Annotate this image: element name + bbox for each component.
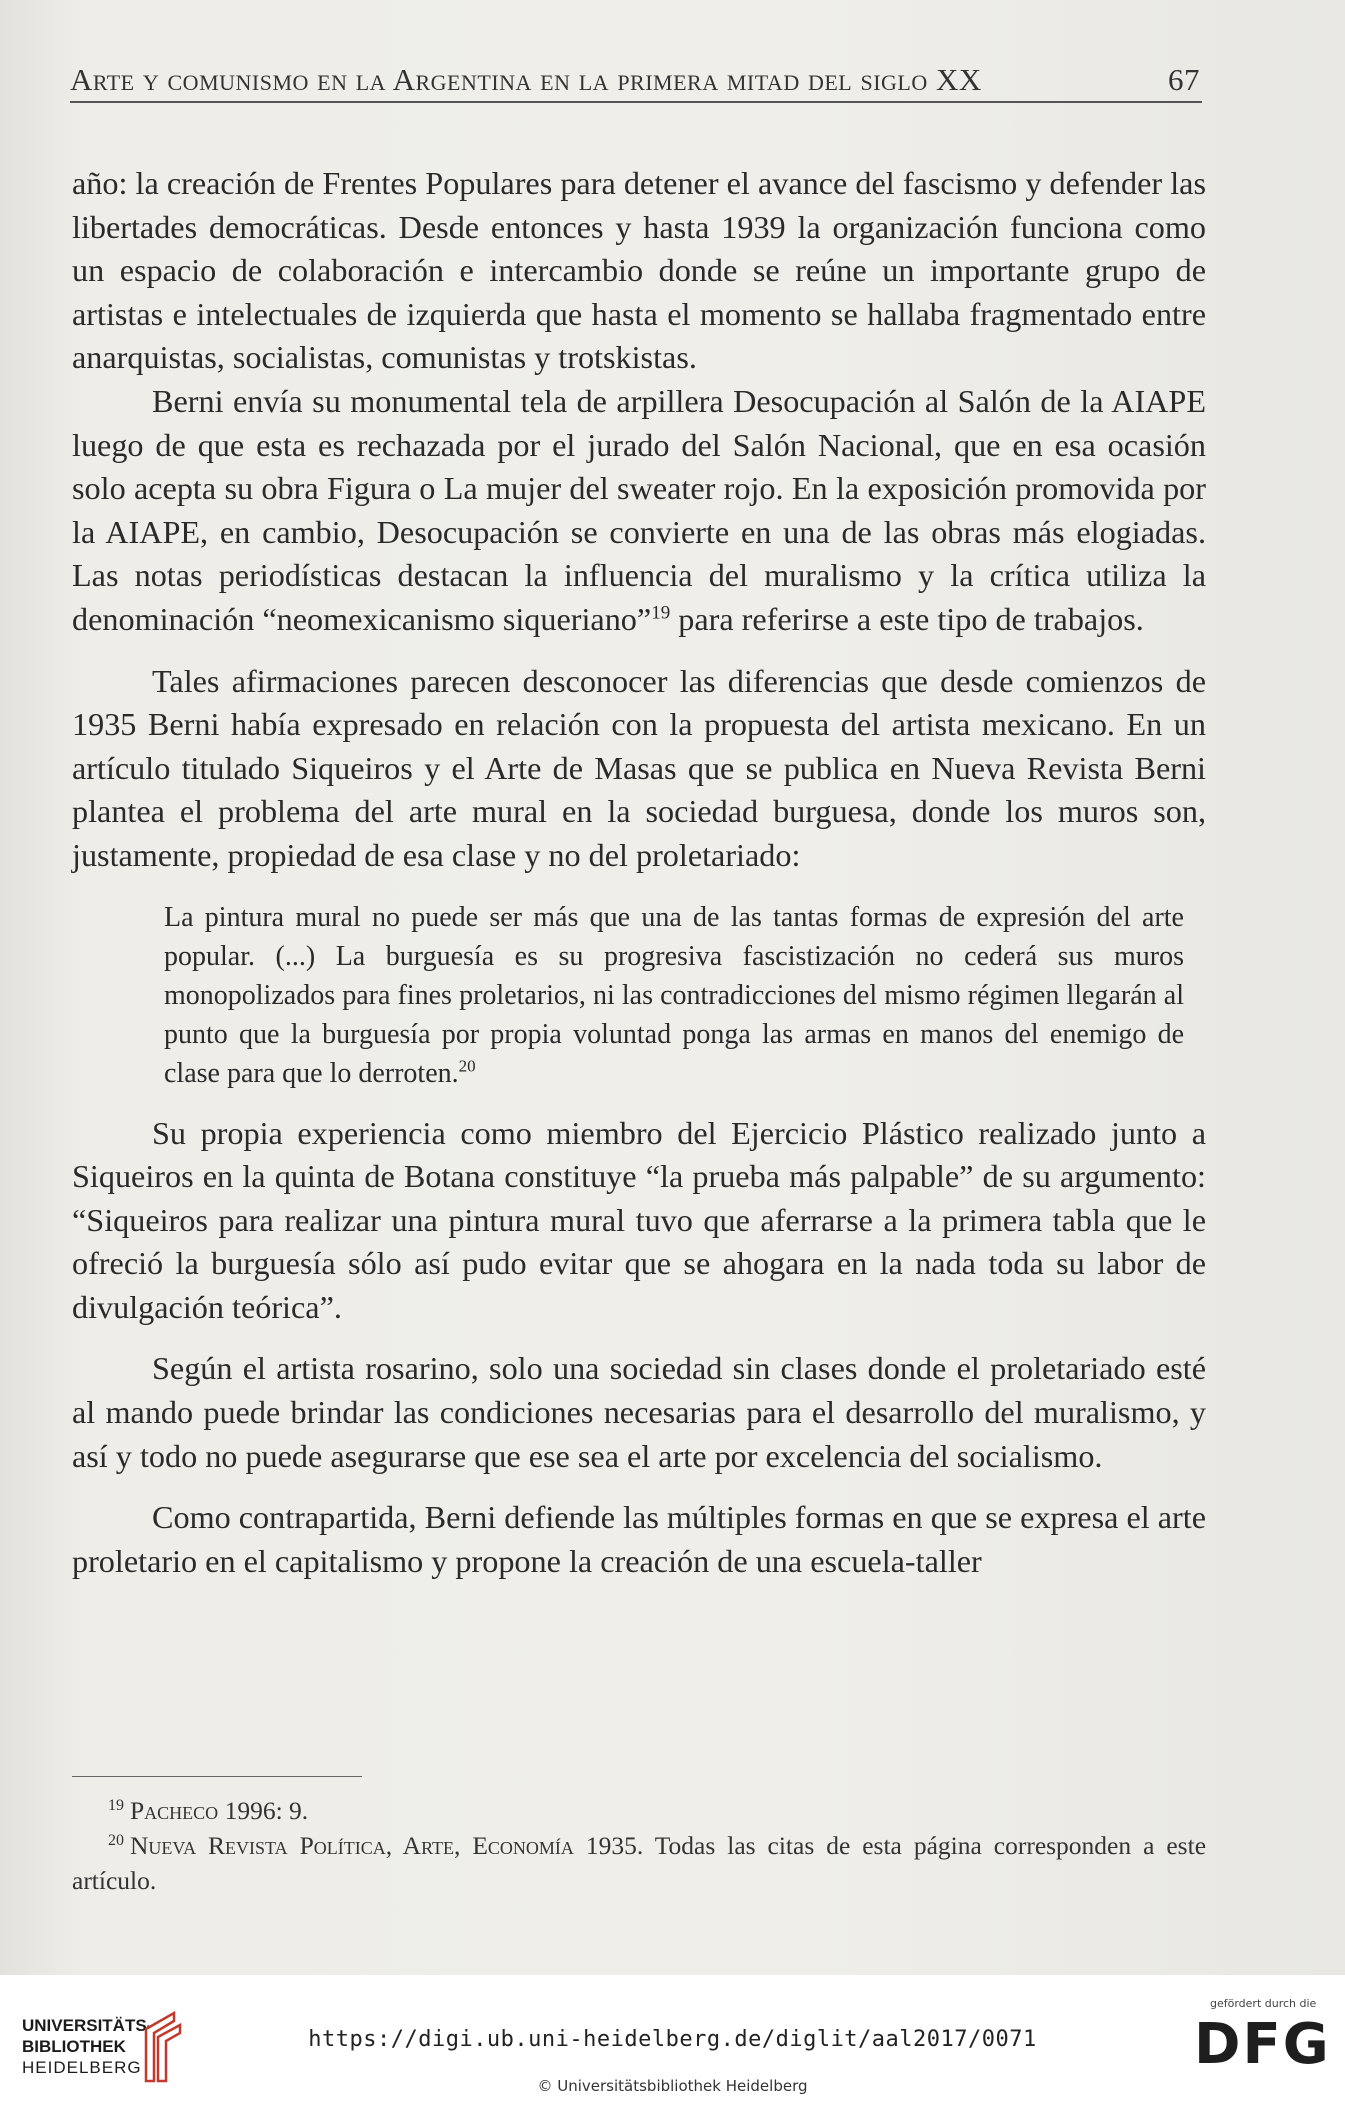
footnotes: [72, 1793, 1206, 1898]
body-text: [72, 162, 1206, 1583]
funding-note: gefördert durch die: [1210, 1997, 1317, 2010]
library-name-line-1: UNIVERSITÄTS-: [22, 2016, 153, 2035]
footnote-19: [72, 1793, 1206, 1828]
block-quote-text: La pintura mural no puede ser más que una de las tantas formas de expresión del arte popular. (...) La burguesía es su progresiva fascistización no cederá sus muros monopolizados para fines proletarios, ni las contradicciones del mismo régimen llegarán al punto que la burguesía por propia voluntad ponga las armas en manos del enemigo de clase para que lo derroten.: [164, 901, 1184, 1090]
permalink-url[interactable]: https://digi.ub.uni-heidelberg.de/diglit/aal2017/0071: [308, 2027, 1037, 2052]
paragraph-2-tail: para referirse a este tipo de trabajos.: [670, 600, 1144, 637]
library-name-line-3: HEIDELBERG: [22, 2058, 142, 2077]
footnote-source: Nueva Revista Política, Arte, Economía: [130, 1831, 574, 1860]
digitization-footer: [0, 1975, 1345, 2119]
paragraph-6: Como contrapartida, Berni defiende las múltiples formas en que se expresa el arte proletario en el capitalismo y propone la creación de una escuela-taller: [72, 1499, 1206, 1579]
library-name-line-2: BIBLIOTHEK: [22, 2037, 126, 2056]
paragraph-5: Según el artista rosarino, solo una sociedad sin clases donde el proletariado esté al mando puede brindar las condiciones necesarias para el desarrollo del muralismo, y así y todo no puede asegurarse que ese sea el arte por excelencia del socialismo.: [72, 1350, 1206, 1474]
footnote-20: [72, 1828, 1206, 1898]
paragraph-2: [72, 380, 1206, 642]
paragraph-1: año: la creación de Frentes Populares para detener el avance del fascismo y defender las libertades democráticas. Desde entonces y hasta 1939 la organización funciona como un espacio de colaboración e intercambio donde se reúne un importante grupo de artistas e intelectuales de izquierda que hasta el momento se hallaba fragmentado entre anarquistas, socialistas, comunistas y trotskistas.: [72, 165, 1206, 376]
block-quote: [164, 898, 1184, 1094]
dfg-logo: DFG: [1194, 2012, 1331, 2077]
paragraph-4: Su propia experiencia como miembro del Ejercicio Plástico realizado junto a Siqueiros en la quinta de Botana constituye “la prueba más palpable” de su argumento: “Siqueiros para realizar una pintura mural tuvo que aferrarse a la primera tabla que le ofreció la burguesía sólo así pudo evitar que se ahogara en la nada toda su labor de divulgación teórica”.: [72, 1114, 1206, 1325]
paragraph-3: Tales afirmaciones parecen desconocer las diferencias que desde comienzos de 1935 Berni había expresado en relación con la propuesta del artista mexicano. En un artículo titulado Siqueiros y el Arte de Masas que se publica en Nueva Revista Berni plantea el problema del arte mural en la sociedad burguesa, donde los muros son, justamente, propiedad de esa clase y no del proletariado:: [72, 662, 1206, 873]
footnote-text: 1996: 9.: [218, 1796, 309, 1825]
page-number: 67: [1168, 62, 1200, 97]
header-rule: [70, 101, 1202, 103]
footnote-ref-19[interactable]: 19: [651, 602, 671, 624]
footnote-rule: [72, 1776, 362, 1777]
footnote-text: 1935. Todas las citas de esta página corresponden a este artículo.: [72, 1831, 1207, 1895]
footnote-source: Pacheco: [130, 1796, 219, 1825]
copyright-notice: © Universitätsbibliothek Heidelberg: [537, 2077, 808, 2095]
footnote-number: 20: [108, 1831, 124, 1849]
paragraph-2-text: Berni envía su monumental tela de arpillera Desocupación al Salón de la AIAPE luego de que esta es rechazada por el jurado del Salón Nacional, que en esa ocasión solo acepta su obra Figura o La mujer del sweater rojo. En la exposición promovida por la AIAPE, en cambio, Desocupación se convierte en una de las obras más elogiadas. Las notas periodísticas destacan la influencia del muralismo y la crítica utiliza la denominación “neomexicanismo siqueriano”: [72, 382, 1206, 637]
running-head: [70, 62, 1200, 98]
footnote-ref-20[interactable]: 20: [458, 1056, 476, 1076]
footnote-number: 19: [108, 1796, 124, 1814]
running-head-title: Arte y comunismo en la Argentina en la primera mitad del siglo XX: [70, 62, 982, 97]
